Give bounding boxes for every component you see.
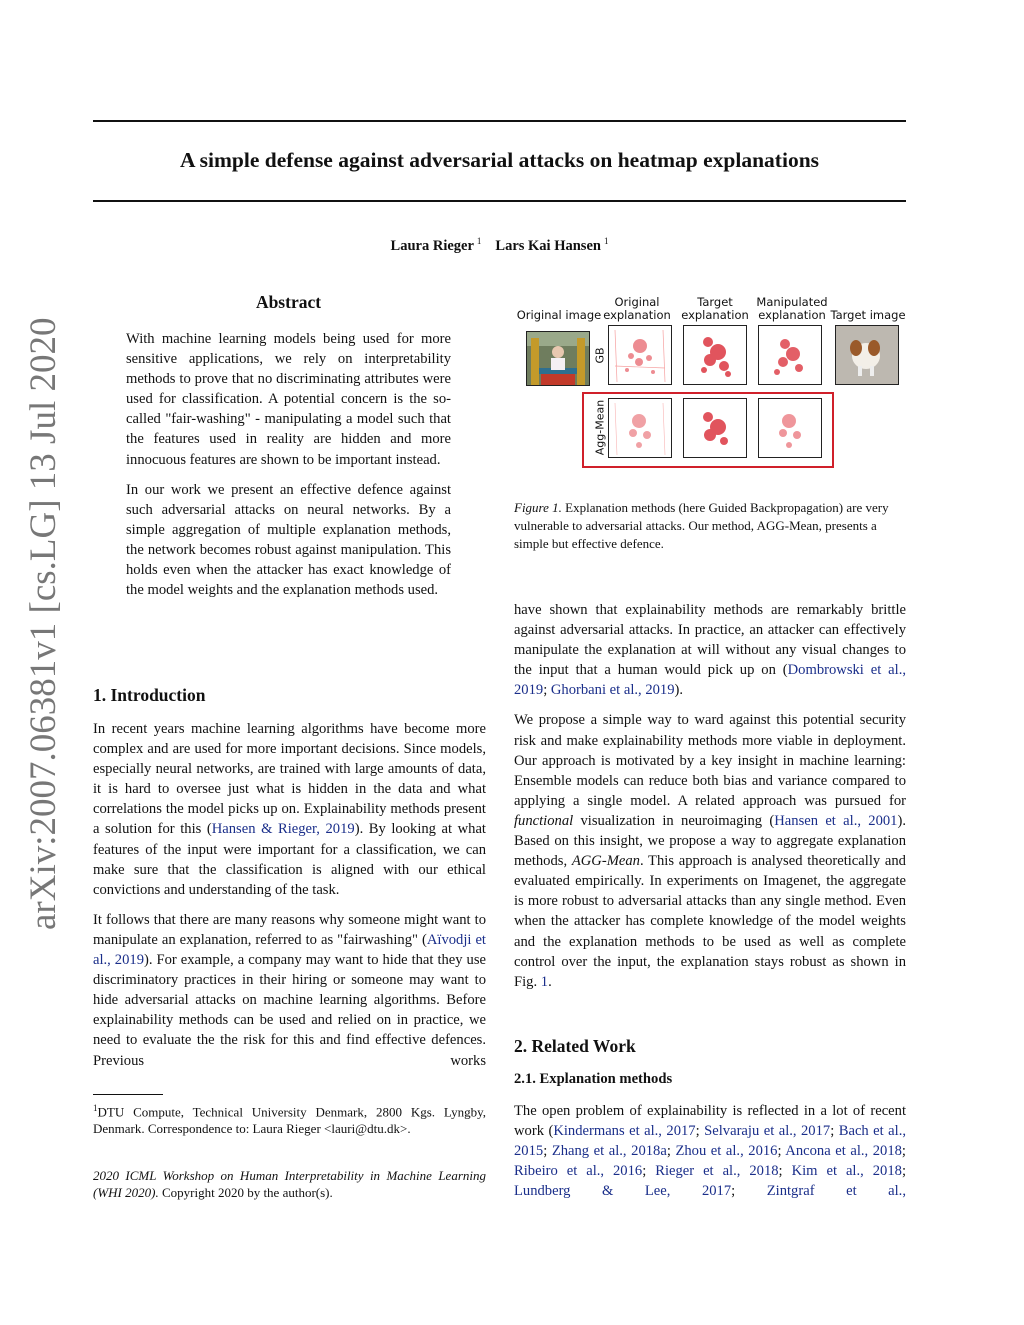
footnote-venue — [93, 1167, 486, 1201]
author-list — [93, 236, 906, 255]
emphasis: AGG-Mean — [571, 853, 640, 870]
text: ). Based on this insight, we propose a way to aggregate explanation methods, — [514, 812, 906, 870]
citation-link[interactable]: Zhou et al., 2016 — [675, 1143, 778, 1160]
text: ). By looking at what features of the input were important for a classification, we can make sure that the classification is aligned with our ethical convictions and understanding of the task. — [93, 821, 486, 898]
text: We propose a simple way to ward against this potential security risk and make explainability methods more viable in deployment. Our approach is motivated by a key insight in machine learning: Ensemble models can reduce both bias and variance compared to applying a single model. A related approach was pursued for — [514, 712, 906, 809]
target-image-thumbnail — [835, 325, 899, 385]
citation-link[interactable]: Aïvodji et al., 2019 — [93, 931, 486, 969]
text: It follows that there are many reasons why someone might want to manipulate an explanation, referred to as "fairwashing" ( — [93, 911, 486, 948]
section-heading: 2. Related Work — [514, 1036, 636, 1056]
author-affiliation: 1 — [603, 236, 609, 246]
text: In recent years machine learning algorithms have become more complex and are used for more important decisions. Since models, especially neural networks, are trained with large amounts of data, it is hard to oversee just what is hidden in the data and what correlations the model picks up on. Explainability methods present a solution for this ( — [93, 721, 486, 838]
caption-label: Figure 1. — [514, 500, 562, 515]
intro-p1 — [93, 719, 486, 900]
text: ). For example, a company may want to hide that they use discriminatory practices in their hiring or someone may want to hide adversarial attacks on machine learning algorithms. Before explainability methods can be used and relied on in practice, we need to evaluate the the risk for this and find effective defences. Previous works — [93, 952, 486, 1069]
emphasis: functional — [514, 812, 574, 829]
text: ; — [543, 682, 551, 699]
original-image-thumbnail — [526, 331, 590, 386]
footnote-text: DTU Compute, Technical University Denmark, 2800 Kgs. Lyngby, Denmark. Correspondence to: Laura Rieger <lauri@dtu.dk>. — [93, 1104, 486, 1137]
playground-photo — [527, 332, 589, 385]
citation-link[interactable]: Ancona et al., 2018 — [785, 1143, 902, 1160]
dog-photo — [836, 326, 898, 384]
heatmap-target-explanation — [683, 325, 747, 385]
heatmap-graphic — [609, 399, 671, 457]
citation-link[interactable]: Hansen & Rieger, 2019 — [211, 821, 355, 838]
author-name: Laura Rieger — [390, 238, 474, 254]
section-heading: 1. Introduction — [93, 685, 206, 705]
text: The open problem of explainability is reflected in a lot of recent work ( — [514, 1103, 906, 1140]
citation-link[interactable]: Kindermans et al., 2017 — [553, 1123, 696, 1140]
footnote-affiliation — [93, 1100, 486, 1137]
author-name: Lars Kai Hansen — [495, 238, 601, 254]
heatmap-graphic — [759, 399, 821, 457]
citation-link[interactable]: Rieger et al., 2018 — [655, 1163, 779, 1180]
heatmap-aggmean-manipulated — [758, 398, 822, 458]
author-affiliation: 1 — [476, 236, 482, 246]
col-label-target-explanation: Target explanation — [681, 295, 749, 322]
figure-reference-link[interactable]: 1 — [540, 973, 549, 990]
copyright-text: Copyright 2020 by the author(s). — [158, 1185, 333, 1200]
heatmap-graphic — [609, 326, 671, 384]
citation-link[interactable]: Kim et al., 2018 — [791, 1163, 902, 1180]
figure-1 — [514, 290, 906, 480]
related-p1: The open problem of explainability is reflected in a lot of recent work (Kindermans et al., 2017; Selvaraju et al., 2017; Bach et al., 2015; Zhang et al., 2018a; Zhou et al., 2016; Ancona et al., 2018; Ribeiro et al., 2016; Rieger et al., 2018; Kim et al., 2018; Lundberg & Lee, 2017; Zintgraf et al., — [514, 1103, 907, 1200]
arxiv-identifier: arXiv:2007.06381v1 [cs.LG] 13 Jul 2020 — [23, 317, 64, 930]
col-label-original-image: Original image — [516, 308, 602, 322]
citation-link[interactable]: Dombrowski et al., 2019 — [514, 662, 907, 699]
figure-caption — [514, 499, 906, 553]
heatmap-original-explanation — [608, 325, 672, 385]
citation-link[interactable]: Zhang et al., 2018a — [551, 1143, 667, 1160]
citation-link[interactable]: Ghorbani et al., 2019 — [550, 682, 675, 699]
citation-link[interactable]: Bach et al., 2015 — [514, 1123, 907, 1160]
footnote-mark: 1 — [93, 1103, 98, 1113]
heatmap-graphic — [759, 326, 821, 384]
row-label-agg-mean: Agg-Mean — [593, 399, 607, 456]
abstract-p2: In our work we present an effective defence against such adversarial attacks on neural networks. By a simple aggregation of multiple explanation methods, the network becomes robust against manipulation. This holds even when the attacker has exact knowledge of the model weights and the explanation methods used. — [126, 481, 451, 599]
title-rule-bottom — [93, 200, 906, 202]
text: visualization in neuroimaging ( — [573, 812, 775, 829]
abstract-paragraph — [126, 329, 451, 600]
citation-link[interactable]: Selvaraju et al., 2017 — [704, 1123, 831, 1140]
col-label-manipulated-explanation: Manipulated explanation — [756, 295, 828, 322]
citation-link[interactable]: Ribeiro et al., 2016 — [514, 1163, 643, 1180]
col-label-target-image: Target image — [830, 308, 906, 322]
paper-title: A simple defense against adversarial attacks on heatmap explanations — [179, 148, 820, 172]
subsection-heading: 2.1. Explanation methods — [514, 1071, 673, 1087]
citation-link[interactable]: Zintgraf et al., — [766, 1183, 906, 1200]
right-column-body — [514, 600, 906, 992]
text: have shown that explainability methods are remarkably brittle against adversarial attacks. In practice, an attacker can effectively manipulate the explanation at will without any visual changes to the input that a human would pick up on ( — [514, 602, 906, 679]
row-label-gb: GB — [593, 347, 607, 364]
citation-link[interactable]: Lundberg & Lee, 2017 — [514, 1183, 732, 1200]
text: . This approach is analysed theoretically and evaluated empirically. In experiments on Imagenet, the aggregate is more robust to adversarial attacks than any single method. Even when the attacker has complete knowledge of the model weights and the explanation methods to be used as well as complete control over the input, the explanation stays robust as shown in Fig. — [514, 853, 906, 990]
heatmap-aggmean-original — [608, 398, 672, 458]
abstract-p1: With machine learning models being used for more sensitive applications, we rely on interpretability methods to prove that no discriminating attributes were used for classification. A potential concern is the so-called "fair-washing" - manipulating a model such that the features used in reality are hidden and more innocuous features are shown to be important instead. — [126, 331, 451, 468]
heatmap-graphic — [684, 399, 746, 457]
heatmap-graphic — [684, 326, 746, 384]
related-work-body — [514, 1101, 906, 1201]
heatmap-aggmean-target — [683, 398, 747, 458]
right-p2 — [514, 710, 906, 991]
title-rule-top — [93, 120, 906, 122]
intro-body — [93, 719, 486, 1071]
intro-p2 — [93, 910, 486, 1071]
abstract-heading: Abstract — [255, 292, 322, 312]
text: . — [548, 973, 552, 990]
right-p1 — [514, 600, 906, 700]
footnote-rule — [93, 1094, 163, 1095]
caption-text: Explanation methods (here Guided Backpropagation) are very vulnerable to adversarial attacks. Our method, AGG-Mean, presents a simple but effective defence. — [514, 500, 889, 551]
venue-name: 2020 ICML Workshop on Human Interpretability in Machine Learning (WHI 2020). — [93, 1168, 486, 1200]
citation-link[interactable]: Hansen et al., 2001 — [774, 812, 898, 829]
col-label-original-explanation: Original explanation — [603, 295, 671, 322]
text: ). — [674, 682, 684, 699]
heatmap-manipulated-explanation — [758, 325, 822, 385]
